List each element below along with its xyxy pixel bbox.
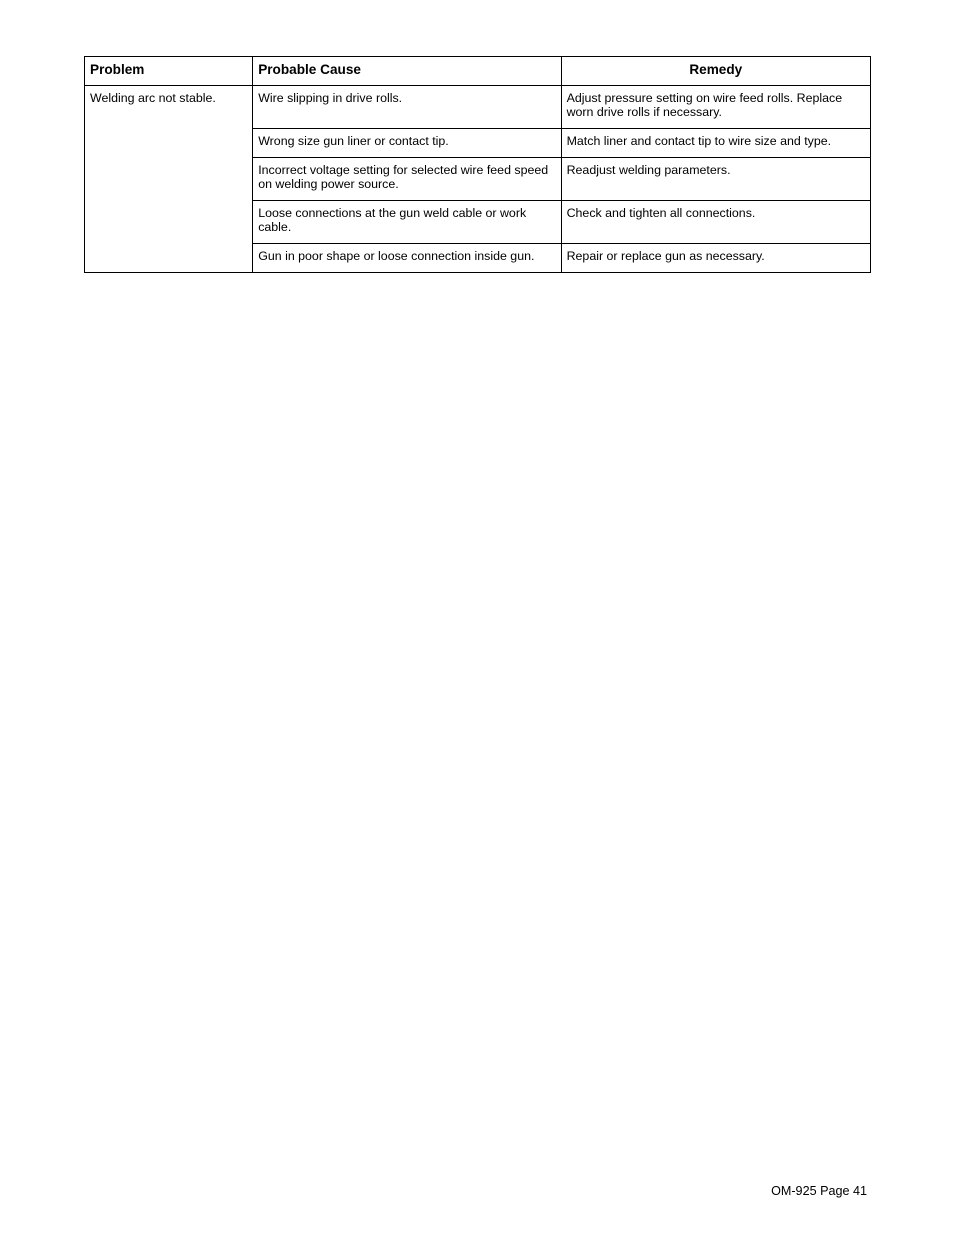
cause-cell: Gun in poor shape or loose connection inside gun. — [253, 244, 561, 273]
header-probable-cause: Probable Cause — [253, 57, 561, 86]
page-number: OM-925 Page 41 — [771, 1184, 867, 1198]
header-remedy: Remedy — [561, 57, 870, 86]
table-header-row — [85, 57, 871, 86]
remedy-cell: Repair or replace gun as necessary. — [561, 244, 870, 273]
cause-cell: Wrong size gun liner or contact tip. — [253, 129, 561, 158]
remedy-cell: Readjust welding parameters. — [561, 158, 870, 201]
cause-cell: Incorrect voltage setting for selected wire feed speed on welding power source. — [253, 158, 561, 201]
remedy-cell: Match liner and contact tip to wire size and type. — [561, 129, 870, 158]
cause-cell: Wire slipping in drive rolls. — [253, 86, 561, 129]
remedy-cell: Check and tighten all connections. — [561, 201, 870, 244]
header-problem: Problem — [85, 57, 253, 86]
troubleshooting-table — [84, 56, 871, 273]
problem-cell: Welding arc not stable. — [85, 86, 253, 273]
remedy-cell: Adjust pressure setting on wire feed rolls. Replace worn drive rolls if necessary. — [561, 86, 870, 129]
table-row — [85, 86, 871, 129]
cause-cell: Loose connections at the gun weld cable or work cable. — [253, 201, 561, 244]
